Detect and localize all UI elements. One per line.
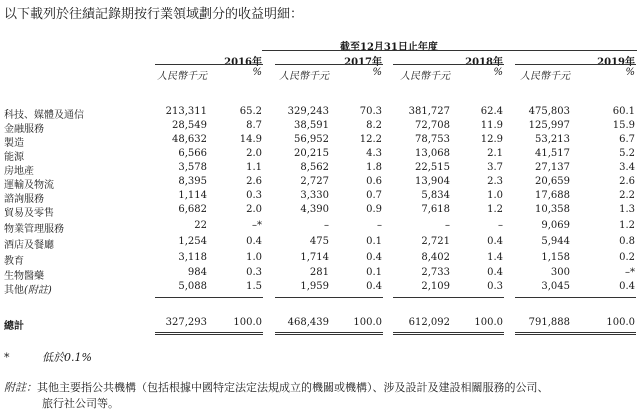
cell-2019-amount: 3,045 <box>541 281 570 292</box>
unit-label-2019: 人民幣千元 <box>520 71 570 82</box>
table-row <box>0 148 640 162</box>
cell-2018-pct: 1.4 <box>487 252 503 263</box>
cell-2018-pct: 1.0 <box>487 190 503 201</box>
cell-2019-pct: 60.1 <box>612 106 635 117</box>
row-label: 諮詢服務 <box>4 194 44 205</box>
cell-2018-amount: 72,708 <box>415 120 450 131</box>
cell-2018-pct: 1.2 <box>487 204 503 215</box>
pct-label-2016: % <box>252 67 262 78</box>
cell-2018-amount: 2,733 <box>421 267 450 278</box>
cell-2019-pct: 5.2 <box>619 148 635 159</box>
cell-2016-amount: 6,682 <box>178 204 207 215</box>
cell-2019-pct: 1.2 <box>619 220 635 231</box>
cell-2016-pct: 0.4 <box>246 236 262 247</box>
cell-2018-amount: 22,515 <box>415 162 450 173</box>
year-2019-header: 2019年 <box>597 57 635 68</box>
cell-2017-amount: 8,562 <box>300 162 329 173</box>
cell-2019-amount: 27,137 <box>535 162 570 173</box>
subtotal-rule-2018 <box>393 297 504 298</box>
cell-2017-pct: 0.4 <box>366 252 382 263</box>
cell-2016-pct: 2.0 <box>246 148 262 159</box>
total-double-rule-2018 <box>393 332 504 335</box>
cell-2016-pct: 1.1 <box>246 162 262 173</box>
cell-2017-amount: 20,215 <box>294 148 329 159</box>
cell-2016-pct: 8.7 <box>246 120 262 131</box>
row-label-note: (附註) <box>24 285 52 296</box>
cell-2017-amount: – <box>324 220 329 231</box>
cell-2019-pct: 6.7 <box>619 134 635 145</box>
cell-2017-amount: 281 <box>309 267 329 278</box>
cell-2017-amount: 1,714 <box>300 252 329 263</box>
cell-2019-pct: 0.2 <box>619 252 635 263</box>
cell-2018-pct: 2.3 <box>487 176 503 187</box>
cell-2017-pct: 0.6 <box>366 176 382 187</box>
cell-2019-pct: 0.4 <box>619 281 635 292</box>
cell-2016-amount: 3,118 <box>178 252 207 263</box>
cell-2016-amount: 8,395 <box>178 176 207 187</box>
pct-label-2018: % <box>493 67 503 78</box>
row-label: 製造 <box>4 138 24 149</box>
cell-2016-pct: 14.9 <box>239 134 262 145</box>
cell-2019-pct: –* <box>625 267 635 278</box>
cell-2017-pct: 70.3 <box>359 106 382 117</box>
cell-2018-pct: 3.7 <box>487 162 503 173</box>
pct-label-2017: % <box>372 67 382 78</box>
cell-2016-amount: 48,632 <box>172 134 207 145</box>
row-label: 能源 <box>4 152 24 163</box>
year-2016-underline <box>155 64 263 65</box>
cell-2017-pct: 0.4 <box>366 281 382 292</box>
cell-2018-pct: – <box>498 220 503 231</box>
cell-2016-amount: 3,578 <box>178 162 207 173</box>
total-2019-pct: 100.0 <box>606 317 635 328</box>
table-row <box>0 106 640 120</box>
row-label: 貿易及零售 <box>4 208 54 219</box>
total-double-rule-2019 <box>515 332 636 335</box>
cell-2018-pct: 0.4 <box>487 236 503 247</box>
table-row <box>0 162 640 176</box>
cell-2017-amount: 329,243 <box>287 106 329 117</box>
cell-2017-pct: 1.8 <box>366 162 382 173</box>
row-label: 科技、媒體及通信 <box>4 110 84 121</box>
cell-2018-amount: 13,068 <box>415 148 450 159</box>
row-label: 運輸及物流 <box>4 180 54 191</box>
cell-2019-amount: 17,688 <box>535 190 570 201</box>
cell-2017-amount: 2,727 <box>300 176 329 187</box>
cell-2017-pct: 12.2 <box>359 134 382 145</box>
cell-2018-amount: 2,721 <box>421 236 450 247</box>
year-2018-underline <box>393 64 504 65</box>
cell-2016-amount: 984 <box>187 267 207 278</box>
cell-2017-pct: 0.9 <box>366 204 382 215</box>
cell-2017-pct: – <box>377 220 382 231</box>
table-row <box>0 220 640 234</box>
cell-2017-pct: 0.1 <box>366 267 382 278</box>
cell-2017-amount: 38,591 <box>294 120 329 131</box>
cell-2017-pct: 8.2 <box>366 120 382 131</box>
cell-2019-amount: 1,158 <box>541 252 570 263</box>
total-2018-amount: 612,092 <box>408 317 450 328</box>
cell-2019-pct: 2.2 <box>619 190 635 201</box>
row-label: 教育 <box>4 256 24 267</box>
subtotal-rule-2019 <box>515 297 636 298</box>
footnote-note-key: 附註： <box>4 381 37 394</box>
cell-2019-amount: 5,944 <box>541 236 570 247</box>
table-row <box>0 134 640 148</box>
year-2017-header: 2017年 <box>344 57 382 68</box>
cell-2016-amount: 22 <box>194 220 207 231</box>
total-2016-amount: 327,293 <box>165 317 207 328</box>
cell-2018-pct: 11.9 <box>480 120 503 131</box>
cell-2016-amount: 5,088 <box>178 281 207 292</box>
cell-2017-amount: 4,390 <box>300 204 329 215</box>
cell-2016-pct: 2.0 <box>246 204 262 215</box>
cell-2019-pct: 3.4 <box>619 162 635 173</box>
footnote-star <box>4 349 92 365</box>
table-row <box>0 190 640 204</box>
cell-2017-amount: 475 <box>309 236 329 247</box>
cell-2019-amount: 20,659 <box>535 176 570 187</box>
table-row <box>0 176 640 190</box>
cell-2016-amount: 213,311 <box>165 106 207 117</box>
cell-2016-amount: 28,549 <box>172 120 207 131</box>
total-2018-pct: 100.0 <box>474 317 503 328</box>
total-2017-amount: 468,439 <box>287 317 329 328</box>
cell-2019-amount: 9,069 <box>541 220 570 231</box>
table-row <box>0 267 640 281</box>
cell-2016-pct: 2.6 <box>246 176 262 187</box>
cell-2017-pct: 0.7 <box>366 190 382 201</box>
cell-2019-amount: 41,517 <box>535 148 570 159</box>
cell-2018-pct: 0.3 <box>487 281 503 292</box>
cell-2019-pct: 15.9 <box>612 120 635 131</box>
cell-2018-amount: 8,402 <box>421 252 450 263</box>
cell-2016-amount: 6,566 <box>178 148 207 159</box>
total-label: 總計 <box>4 321 24 332</box>
row-label: 物業管理服務 <box>4 224 64 235</box>
cell-2019-amount: 475,803 <box>528 106 570 117</box>
cell-2017-pct: 4.3 <box>366 148 382 159</box>
cell-2019-amount: 10,358 <box>535 204 570 215</box>
cell-2019-amount: 125,997 <box>528 120 570 131</box>
cell-2018-pct: 12.9 <box>480 134 503 145</box>
cell-2017-amount: 56,952 <box>294 134 329 145</box>
year-2019-underline <box>515 64 636 65</box>
cell-2018-pct: 0.4 <box>487 267 503 278</box>
year-2016-header: 2016年 <box>224 57 262 68</box>
year-2017-underline <box>275 64 383 65</box>
cell-2019-pct: 0.8 <box>619 236 635 247</box>
table-row <box>0 252 640 266</box>
cell-2019-pct: 2.6 <box>619 176 635 187</box>
cell-2018-pct: 62.4 <box>480 106 503 117</box>
cell-2016-pct: 1.0 <box>246 252 262 263</box>
year-2018-header: 2018年 <box>465 57 503 68</box>
footnote-note <box>4 380 549 412</box>
cell-2016-amount: 1,114 <box>178 190 207 201</box>
cell-2018-pct: 2.1 <box>487 148 503 159</box>
table-row <box>0 120 640 134</box>
subtotal-rule-2016 <box>155 297 263 298</box>
footnote-note-line2: 旅行社公司等。 <box>42 397 119 410</box>
cell-2016-pct: 65.2 <box>239 106 262 117</box>
total-double-rule-2016 <box>155 332 263 335</box>
row-label: 其他(附註) <box>4 285 52 296</box>
period-underline <box>262 50 637 51</box>
pct-label-2019: % <box>625 67 635 78</box>
row-label: 金融服務 <box>4 124 44 135</box>
unit-label-2016: 人民幣千元 <box>157 71 207 82</box>
total-2019-amount: 791,888 <box>528 317 570 328</box>
cell-2016-amount: 1,254 <box>178 236 207 247</box>
cell-2018-amount: 2,109 <box>421 281 450 292</box>
row-label: 生物醫藥 <box>4 271 44 282</box>
cell-2016-pct: 0.3 <box>246 267 262 278</box>
cell-2017-amount: 3,330 <box>300 190 329 201</box>
row-label: 房地產 <box>4 166 34 177</box>
cell-2016-pct: 1.5 <box>246 281 262 292</box>
unit-label-2017: 人民幣千元 <box>279 71 329 82</box>
total-double-rule-2017 <box>275 332 383 335</box>
cell-2017-amount: 1,959 <box>300 281 329 292</box>
cell-2019-amount: 300 <box>550 267 570 278</box>
cell-2019-amount: 53,213 <box>535 134 570 145</box>
cell-2018-amount: – <box>445 220 450 231</box>
subtotal-rule-2017 <box>275 297 383 298</box>
cell-2018-amount: 78,753 <box>415 134 450 145</box>
cell-2018-amount: 13,904 <box>415 176 450 187</box>
cell-2018-amount: 381,727 <box>408 106 450 117</box>
cell-2018-amount: 5,834 <box>421 190 450 201</box>
intro-text: 以下載列於往績記錄期按行業領域劃分的收益明細： <box>4 7 304 22</box>
cell-2019-pct: 1.3 <box>619 204 635 215</box>
total-2017-pct: 100.0 <box>353 317 382 328</box>
footnote-star-mark: * <box>4 351 10 364</box>
cell-2016-pct: 0.3 <box>246 190 262 201</box>
table-row <box>0 236 640 250</box>
table-row <box>0 281 640 295</box>
footnote-star-text: 低於0.1% <box>42 351 92 364</box>
period-header: 截至12月31日止年度 <box>340 42 438 53</box>
cell-2018-amount: 7,618 <box>421 204 450 215</box>
unit-label-2018: 人民幣千元 <box>400 71 450 82</box>
cell-2016-pct: –* <box>252 220 262 231</box>
total-row <box>0 317 640 331</box>
footnote-note-line1: 其他主要指公共機構（包括根據中國特定法定法規成立的機關或機構）、涉及設計及建設相關服務的公司、 <box>37 381 549 394</box>
table-row <box>0 204 640 218</box>
row-label: 酒店及餐廳 <box>4 240 54 251</box>
total-2016-pct: 100.0 <box>233 317 262 328</box>
cell-2017-pct: 0.1 <box>366 236 382 247</box>
